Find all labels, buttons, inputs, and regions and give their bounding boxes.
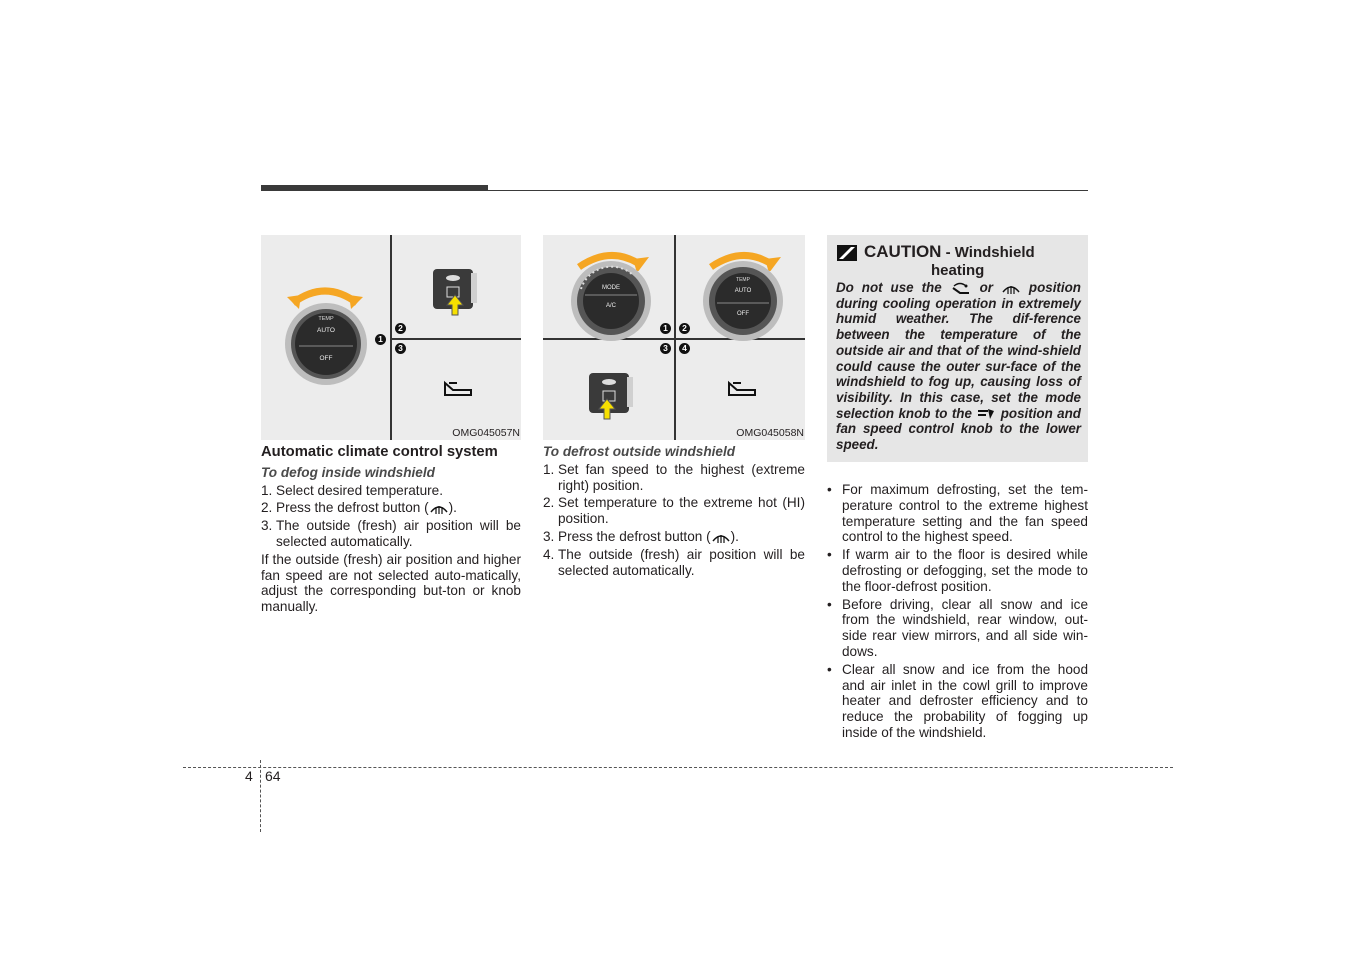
mode-knob-icon (569, 259, 653, 343)
footer-rule (183, 767, 1173, 768)
bullet-text: Clear all snow and ice from the hood and air inlet in the cowl grill to improve heater and defroster efficiency and to reduce the probability of fogging up inside of the windshield. (842, 661, 1088, 740)
caution-box (827, 235, 1088, 462)
knob-mid-label: A/C (605, 303, 617, 309)
list-item (261, 483, 521, 499)
caution-text-4: position and fan speed control knob to the lower speed. (836, 405, 1081, 453)
knob-top-label: TEMP (736, 277, 750, 283)
temp-knob-icon (701, 259, 785, 343)
temp-knob-icon (283, 301, 369, 387)
caution-text-2: or (979, 280, 993, 295)
column-defog (261, 445, 521, 615)
step-number: 1. (543, 461, 555, 477)
figure-code: OMG045058N (736, 427, 804, 439)
figure-defog-controls (261, 235, 521, 440)
callout-1: 1 (660, 323, 671, 334)
callout-1: 1 (375, 334, 386, 345)
step-number: 3. (543, 528, 555, 544)
header-bar-thick (261, 185, 488, 191)
caution-title (836, 243, 1081, 279)
caution-icon (836, 244, 858, 262)
bullet-text: Before driving, clear all snow and ice from the windshield, rear window, out-side rear view mirrors, and all side win-dows. (842, 596, 1088, 659)
caution-text-3: position during cooling operation in extremely humid weather. The dif-ference between the temperature of the outside air and that of the wind-shield could cause the outer sur-face of the windshield to fog up, causing loss of visibility. In this case, set the mode selection knob to the (836, 280, 1081, 421)
step-text-after: ). (448, 500, 457, 516)
step-number: 1. (261, 482, 273, 498)
callout-2: 2 (679, 323, 690, 334)
defrost-button-icon (431, 267, 479, 319)
knob-top-label: TEMP (318, 316, 334, 322)
subheading: To defog inside windshield (261, 464, 435, 480)
step-text: The outside (fresh) air position will be selected automatically. (558, 546, 805, 578)
page-number: 64 (265, 768, 281, 784)
list-item: • Before driving, clear all snow and ice from the windshield, rear window, out-side rear view mirrors, and all side win-dows. (827, 596, 1088, 659)
step-number: 3. (261, 518, 273, 534)
list-item (543, 547, 805, 579)
caution-text (836, 280, 1081, 453)
step-number: 2. (543, 495, 555, 511)
divider (390, 338, 521, 340)
step-text-before: Press the defrost button ( (558, 528, 711, 544)
step-text-after: ). (730, 528, 739, 544)
step-text: Set temperature to the extreme hot (HI) position. (558, 495, 805, 527)
bullet-text: For maximum defrosting, set the tem-perature control to the extreme highest temperature setting and the fan speed control to the highest speed. (842, 482, 1088, 545)
caution-label: CAUTION (864, 242, 942, 261)
caution-subtitle-2: heating (931, 262, 985, 279)
subheading: To defrost outside windshield (543, 444, 736, 459)
list-item: • Clear all snow and ice from the hood and air inlet in the cowl grill to improve heater and defroster efficiency and to reduce the probability of fogging up inside of the windshield. (827, 661, 1088, 740)
defrost-button-icon (587, 371, 635, 423)
callout-4: 4 (679, 343, 690, 354)
face-vent-icon (976, 407, 996, 421)
floor-defrost-icon (950, 281, 972, 295)
step-text-before: Press the defrost button ( (276, 500, 429, 516)
list-item (261, 518, 521, 550)
step-text (276, 500, 521, 516)
column-defrost (543, 444, 805, 580)
front-defrost-icon (1001, 281, 1021, 295)
list-item (543, 529, 805, 545)
step-text: Select desired temperature. (276, 482, 443, 498)
callout-3: 3 (395, 343, 406, 354)
list-item (261, 500, 521, 516)
paragraph: If the outside (fresh) air position and higher fan speed are not selected auto-matically, adjust the corresponding but-ton or knob manually. (261, 551, 521, 615)
knob-bot-label: OFF (319, 355, 333, 362)
air-outlet-icon (441, 380, 475, 398)
step-number: 2. (261, 500, 273, 516)
knob-mid-label: AUTO (734, 288, 752, 294)
step-number: 4. (543, 546, 555, 562)
knob-top-label: MODE (602, 285, 620, 291)
bullet-text: If warm air to the floor is desired while defrosting or defogging, set the mode to the floor-defrost position. (842, 547, 1088, 594)
knob-bot-label: OFF (737, 311, 749, 317)
figure-defrost-controls (543, 235, 805, 440)
list-item (543, 495, 805, 527)
callout-2: 2 (395, 323, 406, 334)
caution-subtitle: - Windshield (941, 244, 1035, 261)
caution-text-1: Do not use the (836, 280, 942, 295)
header-rule (488, 190, 1088, 191)
bullet-list (827, 482, 1088, 743)
knob-mid-label: AUTO (317, 327, 335, 334)
section-heading: Automatic climate control system (261, 444, 498, 460)
front-defrost-icon (429, 501, 449, 515)
step-text: The outside (fresh) air position will be selected automatically. (276, 518, 521, 549)
chapter-number: 4 (245, 768, 253, 784)
list-item: • If warm air to the floor is desired while defrosting or defogging, set the mode to the floor-defrost position. (827, 547, 1088, 594)
footer-divider (260, 760, 261, 832)
step-text (558, 529, 805, 545)
step-text: Set fan speed to the highest (extreme right) position. (558, 461, 805, 493)
list-item: • For maximum defrosting, set the tem-perature control to the extreme highest temperature setting and the fan speed control to the highest speed. (827, 482, 1088, 545)
air-outlet-icon (725, 380, 759, 398)
front-defrost-icon (711, 530, 731, 544)
list-item (543, 462, 805, 494)
figure-code: OMG045057N (452, 427, 520, 439)
callout-3: 3 (660, 343, 671, 354)
